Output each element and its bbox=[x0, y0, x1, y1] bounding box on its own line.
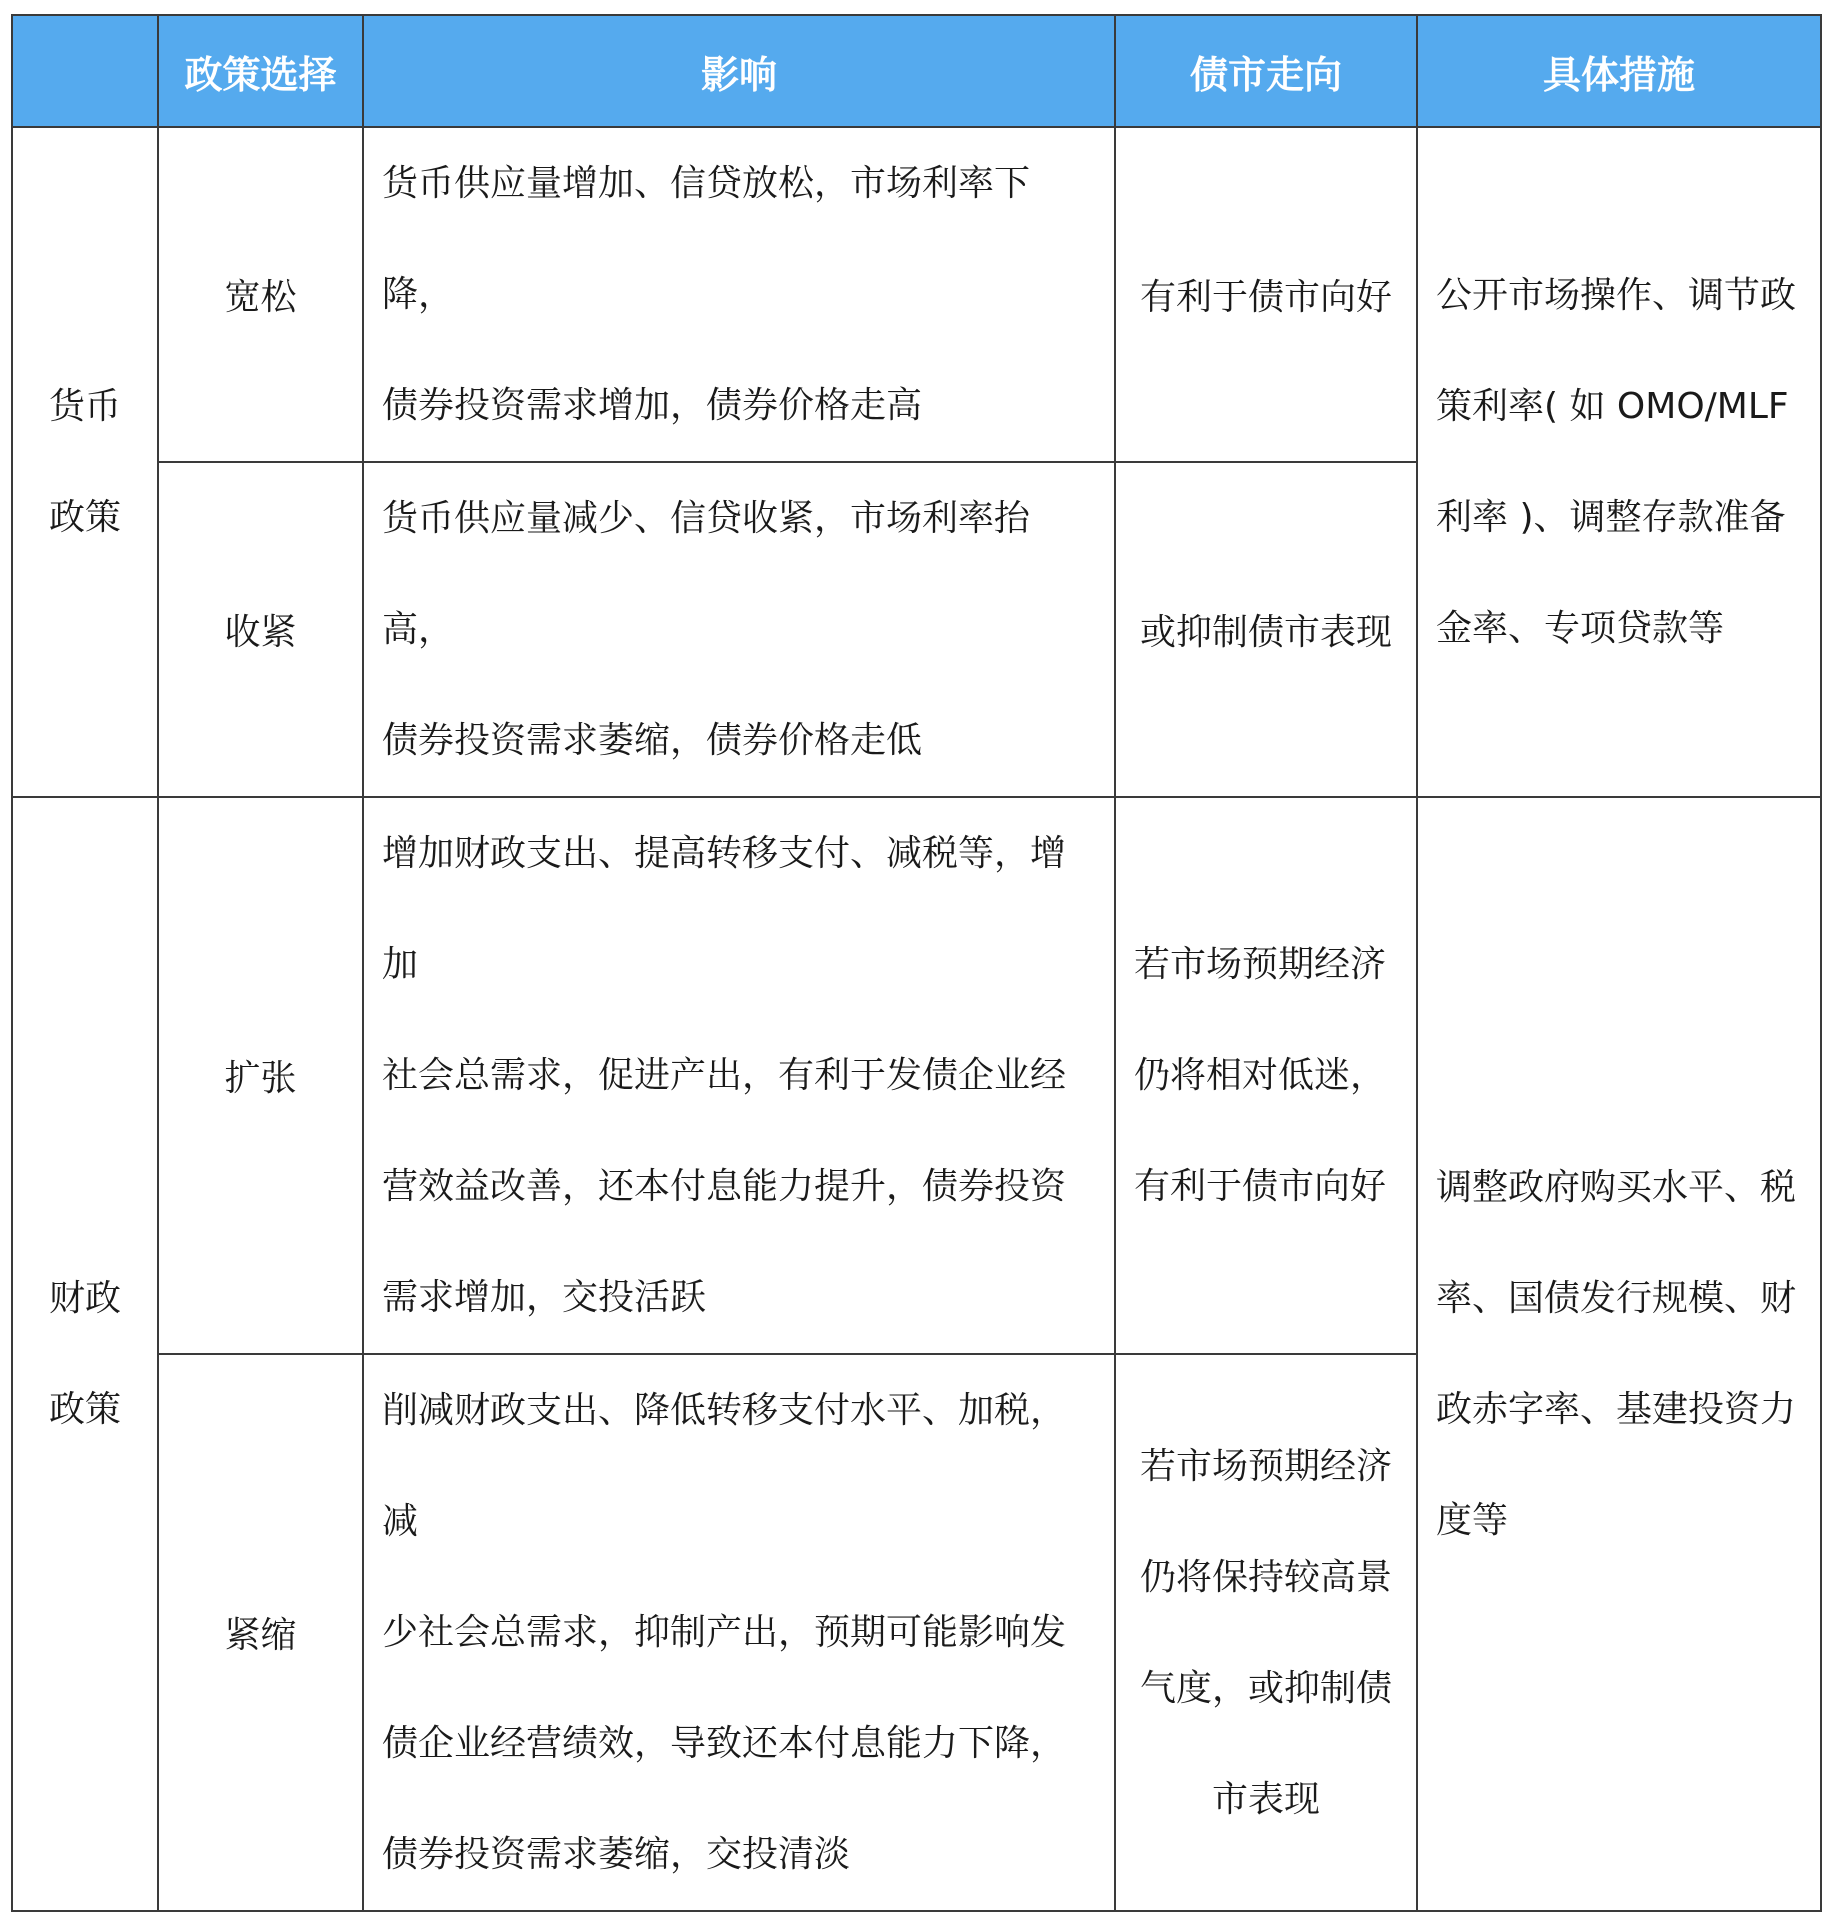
category-label: 货币 政策 bbox=[48, 386, 121, 538]
bond-trend-text: 若市场预期经济 仍将相对低迷， 有利于债市向好 bbox=[1134, 944, 1387, 1207]
policy-choice-label: 紧缩 bbox=[224, 1615, 297, 1656]
impact-cell bbox=[363, 797, 1115, 1354]
category-cell-monetary bbox=[12, 127, 158, 797]
header-policy-choice: 政策选择 bbox=[158, 15, 363, 127]
impact-cell bbox=[363, 462, 1115, 797]
policy-choice-cell bbox=[158, 1354, 363, 1911]
header-impact: 影响 bbox=[363, 15, 1115, 127]
header-measures: 具体措施 bbox=[1417, 15, 1821, 127]
measures-cell-fiscal bbox=[1417, 797, 1821, 1911]
policy-choice-cell bbox=[158, 462, 363, 797]
policy-comparison-table bbox=[11, 14, 1822, 1912]
impact-text: 削减财政支出、降低转移支付水平、加税，减 少社会总需求，抑制产出，预期可能影响发 债企业经营绩效，导致还本付息能力下降， 债券投资需求萎缩，交投清淡 bbox=[382, 1390, 1067, 1875]
bond-trend-cell bbox=[1115, 1354, 1417, 1911]
measures-text: 调整政府购买水平、税 率、国债发行规模、财 政赤字率、基建投资力 度等 bbox=[1436, 1167, 1797, 1541]
impact-text: 货币供应量减少、信贷收紧，市场利率抬高， 债券投资需求萎缩，债券价格走低 bbox=[382, 498, 1031, 761]
header-bond-trend: 债市走向 bbox=[1115, 15, 1417, 127]
measures-cell-monetary bbox=[1417, 127, 1821, 797]
impact-cell bbox=[363, 127, 1115, 462]
policy-choice-cell bbox=[158, 797, 363, 1354]
bond-trend-cell bbox=[1115, 127, 1417, 462]
bond-trend-cell bbox=[1115, 462, 1417, 797]
impact-cell bbox=[363, 1354, 1115, 1911]
impact-text: 增加财政支出、提高转移支付、减税等，增加 社会总需求，促进产出，有利于发债企业经 营效益改善，还本付息能力提升，债券投资 需求增加，交投活跃 bbox=[382, 833, 1067, 1318]
table-row bbox=[12, 797, 1821, 1354]
header-category bbox=[12, 15, 158, 127]
bond-trend-text: 有利于债市向好 bbox=[1139, 277, 1392, 318]
category-label: 财政 政策 bbox=[48, 1278, 121, 1430]
bond-trend-cell bbox=[1115, 797, 1417, 1354]
table-row bbox=[12, 127, 1821, 462]
policy-choice-label: 收紧 bbox=[224, 612, 297, 653]
header-row bbox=[12, 15, 1821, 127]
bond-trend-text: 或抑制债市表现 bbox=[1139, 612, 1392, 653]
policy-choice-cell bbox=[158, 127, 363, 462]
bond-trend-text: 若市场预期经济 仍将保持较高景 气度，或抑制债 市表现 bbox=[1139, 1445, 1392, 1820]
policy-choice-label: 宽松 bbox=[224, 277, 297, 318]
measures-text: 公开市场操作、调节政 策利率( 如 OMO/MLF 利率 )、调整存款准备 金率、专项贷款等 bbox=[1436, 275, 1797, 649]
policy-choice-label: 扩张 bbox=[224, 1058, 297, 1099]
impact-text: 货币供应量增加、信贷放松，市场利率下降， 债券投资需求增加，债券价格走高 bbox=[382, 163, 1031, 426]
category-cell-fiscal bbox=[12, 797, 158, 1911]
